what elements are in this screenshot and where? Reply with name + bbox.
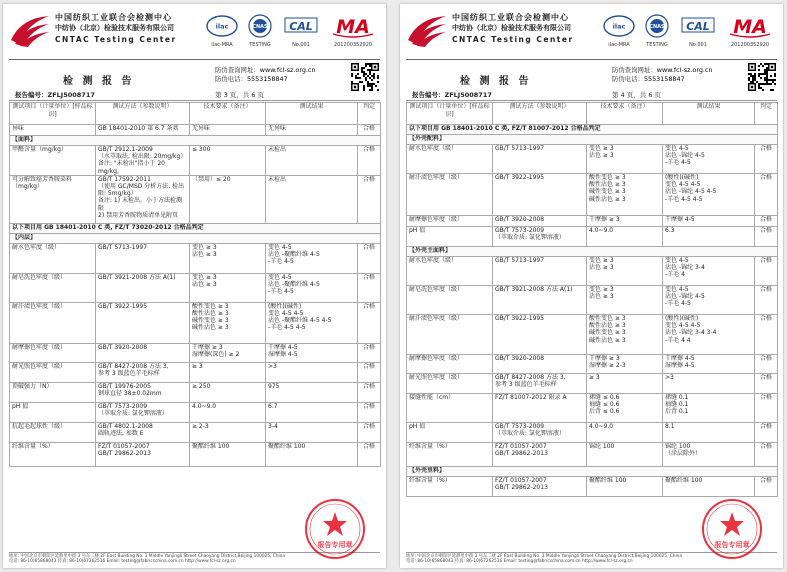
cma-number: 201200352920: [333, 42, 373, 48]
svg-text:CNAS: CNAS: [649, 24, 665, 30]
cell-requirement: ≥ 250: [190, 382, 266, 402]
cell-test-method: GB/T 7573-2009 （萃取介质: 氯化钾溶液）: [493, 227, 587, 247]
cell-requirement: 变色 ≥ 3 沾色 ≥ 3: [587, 286, 663, 315]
cell-test-method: GB/T 5713-1997: [493, 257, 587, 286]
table-row: [10, 273, 381, 302]
table-row: [10, 243, 381, 273]
cell-requirement: 4.0~9.0: [587, 423, 663, 443]
section-row: [407, 135, 778, 145]
cell-test-item: 耐摩擦色牢度（级）: [407, 216, 493, 227]
page-number: 第 4 页，共 6 页: [612, 91, 662, 99]
cnas-logo: [640, 14, 674, 46]
cell-requirement: 酸性变色 ≥ 3 酸性沾色 ≥ 3 碱性变色 ≥ 3 碱性沾色 ≥ 3: [587, 315, 663, 355]
cnas-sub-label: TESTING: [249, 42, 271, 48]
footer-address: 地址: 中国北京市朝阳区延静里中街 3 号东二楼 2F East Building No. 3 Middle Yanjingli Street Chaoyang District,Beijing 100025, China: [406, 553, 683, 559]
cell-result: 变色 4-5 沾色 -聚酯纤维 4-5 -羊毛 4-5: [266, 243, 358, 273]
report-number-label: 报告编号：: [412, 91, 445, 99]
section-row: [10, 223, 381, 233]
section-title: 以下项目用 GB 18401-2010 C 类, FZ/T 81007-2012 合格品判定: [407, 125, 778, 135]
report-page-right: [400, 4, 783, 568]
cntac-logo: [406, 10, 448, 48]
anti-fake-tel-label: 防伪电话：: [215, 75, 247, 83]
cell-test-item: 接缝性能（cm）: [407, 394, 493, 423]
column-header: 技术要求（备注）: [587, 103, 663, 125]
anti-fake-info: [612, 66, 713, 84]
header-divider: [406, 59, 777, 60]
cell-result: >3: [663, 374, 755, 394]
table-row: [407, 443, 778, 467]
cell-test-method: GB/T 3921-2008 方法 A(1): [493, 286, 587, 315]
header-divider: [9, 59, 380, 60]
footer-address: 地址: 中国北京市朝阳区延静里中街 3 号东二楼 2F East Building No. 3 Middle Yanjingli Street Chaoyang District,Beijing 100025, China: [9, 553, 286, 559]
cell-judgement: 合格: [358, 175, 381, 223]
table-row: [407, 286, 778, 315]
anti-fake-tel: 5553158847: [643, 75, 685, 83]
cell-requirement: 无异味: [190, 125, 266, 136]
cell-result: 干摩擦 4-5: [663, 216, 755, 227]
svg-text:MA: MA: [336, 16, 370, 38]
cell-test-item: 纤维含量（%）: [407, 443, 493, 467]
cell-test-item: pH 值: [407, 227, 493, 247]
report-page-left: [3, 4, 386, 568]
cell-test-item: 异味: [10, 125, 96, 136]
cell-test-method: GB 18401-2010 第 6.7 条款: [96, 125, 190, 136]
cell-test-item: 耐水色牢度（级）: [407, 257, 493, 286]
org-name-cn: 中国纺织工业联合会检测中心: [452, 13, 569, 22]
ilac-mra-logo: [602, 14, 636, 46]
cell-test-method: GB/T 8427-2008 方法 3, 参考 3 级蓝色羊毛标样: [96, 362, 190, 382]
cell-test-method: GB/T 17592-2011 （使用 GC/MSD 分析方法, 检出限: 5mg/kg） 备注: 1) 未检出，小于方法检测限 2) 禁用芳香胺物质清单见附页: [96, 175, 190, 223]
column-header: 测试项目（计量单位）[样品标识]: [10, 103, 96, 125]
column-header: 测试项目（计量单位）[样品标识]: [407, 103, 493, 125]
org-name-sub: 中纺协（北京）检验技术服务有限公司: [55, 24, 174, 32]
table-row: [407, 355, 778, 374]
cell-test-method: GB/T 3920-2008: [493, 216, 587, 227]
qr-code: [747, 62, 777, 92]
cal-logo: [281, 14, 321, 46]
cell-judgement: 合格: [358, 302, 381, 343]
cell-requirement: 聚酯纤维 100: [190, 442, 266, 466]
cell-judgement: 合格: [755, 443, 778, 467]
footer-contact: 电话: 86-10)65868043 传真: 86-10)67262516 Email: testing@fabricschina.com.cn http://www.fcl-sz.org.cn: [406, 559, 633, 565]
cell-test-item: 顶破强力（N）: [10, 382, 96, 402]
table-row: [407, 477, 778, 497]
cell-result: 6.3: [663, 227, 755, 247]
cell-result: 变色 4-5 沾色 -聚酯纤维 4-5 -羊毛 4-5: [266, 273, 358, 302]
cell-test-method: GB/T 7573-2009 （萃取介质: 氯化钾溶液）: [96, 402, 190, 422]
table-row: [10, 146, 381, 176]
results-table: [9, 102, 381, 467]
cell-result: 干摩擦 4-5 湿摩擦 4-5: [663, 355, 755, 374]
table-header-row: [407, 103, 778, 125]
cell-result: (酸性)(碱性) 变色 4-5 4-5 沾色 -锦纶 4-5 4-5 -羊毛 4-5 4-5: [663, 174, 755, 216]
section-title: 【外壳里料】: [407, 467, 778, 477]
cell-judgement: 合格: [358, 362, 381, 382]
cell-test-item: 耐汗渍色牢度（级）: [10, 302, 96, 343]
anti-fake-tel-line: [612, 75, 713, 84]
cell-judgement: 合格: [358, 243, 381, 273]
cell-test-item: 耐汗渍色牢度（级）: [407, 174, 493, 216]
table-row: [407, 423, 778, 443]
cell-test-method: GB/T 3921-2008 方法 A(1): [96, 273, 190, 302]
table-row: [10, 442, 381, 466]
cell-judgement: 合格: [755, 394, 778, 423]
report-number-value: ZFLJ5008717: [47, 91, 95, 99]
cell-requirement: ≤ 300: [190, 146, 266, 176]
column-header: 测试结果: [266, 103, 358, 125]
report-title: 检 测 报 告: [460, 76, 532, 87]
table-row: [407, 374, 778, 394]
report-number: [412, 90, 492, 99]
cell-judgement: 合格: [755, 355, 778, 374]
svg-text:ilac: ilac: [612, 22, 626, 31]
cell-requirement: 变色 ≥ 3 沾色 ≥ 3: [587, 257, 663, 286]
cell-judgement: 合格: [755, 477, 778, 497]
cell-test-method: GB/T 3920-2008: [96, 343, 190, 362]
cnas-logo: [243, 14, 277, 46]
cma-logo: [724, 14, 776, 46]
cell-judgement: 合格: [755, 227, 778, 247]
cell-test-item: 甲醛含量（mg/kg）: [10, 146, 96, 176]
cell-test-item: pH 值: [10, 402, 96, 422]
meta-divider: [406, 100, 777, 101]
cell-test-method: FZ/T 01057-2007 GB/T 29862-2013: [493, 443, 587, 467]
section-title: 【内层】: [10, 233, 381, 243]
table-row: [10, 302, 381, 343]
table-row: [10, 125, 381, 136]
cell-judgement: 合格: [358, 402, 381, 422]
cell-result: 变色 4-5 沾色 -锦纶 3-4 -羊毛 4: [663, 257, 755, 286]
cell-test-method: GB/T 19976-2005 钢球直径 38±0.02mm: [96, 382, 190, 402]
svg-text:报告专用章: 报告专用章: [317, 541, 353, 549]
anti-fake-url-line: [612, 66, 713, 75]
svg-text:CAL: CAL: [686, 20, 710, 33]
cell-test-item: 耐光照色牢度（级）: [407, 374, 493, 394]
cell-requirement: ≥ 3: [190, 362, 266, 382]
footer-contact: 电话: 86-10)65868043 传真: 86-10)67262516 Email: testing@fabricschina.com.cn http://www.fcl-sz.org.cn: [9, 559, 236, 565]
cell-judgement: 合格: [755, 315, 778, 355]
cell-result: 8.1: [663, 423, 755, 443]
cell-judgement: 合格: [358, 273, 381, 302]
cma-number: 201200352920: [730, 42, 770, 48]
anti-fake-tel-line: [215, 75, 316, 84]
table-row: [407, 227, 778, 247]
cell-requirement: 聚酯纤维 100: [587, 477, 663, 497]
table-row: [10, 343, 381, 362]
column-header: 测试方法（参数说明）: [96, 103, 190, 125]
meta-divider: [9, 100, 380, 101]
column-header: 判定: [755, 103, 778, 125]
qr-code: [350, 62, 380, 92]
org-name-cn: 中国纺织工业联合会检测中心: [55, 13, 172, 22]
cell-judgement: 合格: [755, 374, 778, 394]
column-header: 测试方法（参数说明）: [493, 103, 587, 125]
column-header: 判定: [358, 103, 381, 125]
official-seal-stamp: [701, 498, 763, 560]
cell-result: (酸性)(碱性) 变色 4-5 4-5 沾色 -锦纶 3-4 3-4 -羊毛 4 4: [663, 315, 755, 355]
table-row: [407, 174, 778, 216]
cell-test-item: pH 值: [407, 423, 493, 443]
table-header-row: [10, 103, 381, 125]
cell-requirement: 酸性变色 ≥ 3 酸性沾色 ≥ 3 碱性变色 ≥ 3 碱性沾色 ≥ 3: [190, 302, 266, 343]
report-header: [9, 6, 381, 56]
cal-number: No.001: [292, 42, 310, 48]
org-name-sub: 中纺协（北京）检验技术服务有限公司: [452, 24, 571, 32]
cell-result: 975: [266, 382, 358, 402]
cell-judgement: 合格: [755, 174, 778, 216]
cell-result: 3-4: [266, 422, 358, 442]
cell-test-method: GB/T 3920-2008: [493, 355, 587, 374]
cell-test-method: GB/T 2912.1-2009 （水萃取法, 检出限: 20mg/kg） 备注: "未检出"指小于 20 mg/kg。: [96, 146, 190, 176]
cntac-logo: [9, 10, 51, 48]
section-title: 【外壳配料】: [407, 135, 778, 145]
table-row: [10, 402, 381, 422]
cell-test-method: GB/T 3922-1995: [493, 315, 587, 355]
cell-test-item: 耐摩擦色牢度（级）: [10, 343, 96, 362]
report-header: [406, 6, 778, 56]
cell-judgement: 合格: [358, 125, 381, 136]
cell-judgement: 合格: [755, 216, 778, 227]
cell-requirement: 酸性变色 ≥ 3 酸性沾色 ≥ 3 碱性变色 ≥ 3 碱性沾色 ≥ 3: [587, 174, 663, 216]
anti-fake-url-line: [215, 66, 316, 75]
cell-test-item: 耐光照色牢度（级）: [10, 362, 96, 382]
cal-number: No.001: [689, 42, 707, 48]
cell-test-item: 耐皂洗色牢度（级）: [407, 286, 493, 315]
official-seal-stamp: [304, 498, 366, 560]
cell-test-item: 耐水色牢度（级）: [407, 145, 493, 174]
cell-result: 裙缝 0.1 袖缝 0.1 后背 0.1: [663, 394, 755, 423]
svg-text:CAL: CAL: [289, 20, 313, 33]
svg-text:报告专用章: 报告专用章: [714, 541, 750, 549]
cell-test-method: GB/T 3922-1995: [96, 302, 190, 343]
ilac-mra-logo: [205, 14, 239, 46]
section-row: [10, 136, 381, 146]
cell-judgement: 合格: [755, 145, 778, 174]
table-row: [407, 145, 778, 174]
cell-judgement: 合格: [358, 382, 381, 402]
cell-test-item: 纤维含量（%）: [407, 477, 493, 497]
report-number-label: 报告编号：: [15, 91, 48, 99]
svg-text:ilac: ilac: [215, 22, 229, 31]
section-row: [407, 467, 778, 477]
table-row: [10, 382, 381, 402]
cell-requirement: 变色 ≥ 3 沾色 ≥ 3: [587, 145, 663, 174]
results-table: [406, 102, 778, 497]
cell-result: 无异味: [266, 125, 358, 136]
cell-judgement: 合格: [755, 286, 778, 315]
cell-requirement: 变色 ≥ 3 沾色 ≥ 3: [190, 243, 266, 273]
cell-test-item: 抗起毛起球性（级）: [10, 422, 96, 442]
cell-test-method: GB/T 4802.1-2008 圆轨迹法, 参数 E: [96, 422, 190, 442]
table-row: [407, 394, 778, 423]
report-title: 检 测 报 告: [63, 76, 135, 87]
cell-result: 聚酯纤维 100: [663, 477, 755, 497]
cell-result: 聚酯纤维 100: [266, 442, 358, 466]
cell-test-method: GB/T 5713-1997: [96, 243, 190, 273]
cell-test-item: 纤维含量（%）: [10, 442, 96, 466]
cell-judgement: 合格: [755, 423, 778, 443]
cell-test-method: GB/T 5713-1997: [493, 145, 587, 174]
anti-fake-url[interactable]: www.fcl-sz.org.cn: [259, 66, 316, 74]
table-row: [407, 216, 778, 227]
cell-test-method: FZ/T 01057-2007 GB/T 29862-2013: [493, 477, 587, 497]
section-title: 【外壳主面料】: [407, 247, 778, 257]
cell-requirement: 变色 ≥ 3 沾色 ≥ 3: [190, 273, 266, 302]
section-row: [407, 247, 778, 257]
cell-test-method: GB/T 3922-1995: [493, 174, 587, 216]
cal-logo: [678, 14, 718, 46]
svg-text:MA: MA: [733, 16, 767, 38]
cell-requirement: 干摩擦 ≥ 3: [587, 216, 663, 227]
cell-test-item: 耐摩擦色牢度（级）: [407, 355, 493, 374]
cell-test-item: 耐汗渍色牢度（级）: [407, 315, 493, 355]
cell-test-method: FZ/T 01057-2007 GB/T 29862-2013: [96, 442, 190, 466]
cell-result: 干摩擦 4-5 湿摩擦 4-5: [266, 343, 358, 362]
cell-result: 6.7: [266, 402, 358, 422]
cell-test-method: GB/T 8427-2008 方法 3, 参考 3 级蓝色羊毛标样: [493, 374, 587, 394]
cell-test-item: 耐皂洗色牢度（级）: [10, 273, 96, 302]
cell-requirement: ≥ 3: [587, 374, 663, 394]
cell-test-item: 耐水色牢度（级）: [10, 243, 96, 273]
cell-requirement: 干摩擦 ≥ 3 湿摩擦(深色) ≥ 2: [190, 343, 266, 362]
section-row: [10, 233, 381, 243]
table-row: [10, 422, 381, 442]
cell-requirement: ≥ 2-3: [190, 422, 266, 442]
cell-judgement: 合格: [755, 257, 778, 286]
cnas-sub-label: TESTING: [646, 42, 668, 48]
cma-logo: [327, 14, 379, 46]
anti-fake-url[interactable]: www.fcl-sz.org.cn: [656, 66, 713, 74]
cell-test-method: FZ/T 81007-2012 附录 A: [493, 394, 587, 423]
table-row: [10, 362, 381, 382]
cell-result: 锦纶 100 （涂层除外）: [663, 443, 755, 467]
column-header: 技术要求（备注）: [190, 103, 266, 125]
ilac-label: ilac-MRA: [211, 42, 233, 48]
cell-judgement: 合格: [358, 422, 381, 442]
table-row: [407, 257, 778, 286]
cell-requirement: 4.0~9.0: [587, 227, 663, 247]
table-row: [407, 315, 778, 355]
cell-judgement: 合格: [358, 343, 381, 362]
cell-test-method: GB/T 7573-2009 （萃取介质: 氯化钾溶液）: [493, 423, 587, 443]
cell-judgement: 合格: [358, 146, 381, 176]
anti-fake-tel-label: 防伪电话：: [612, 75, 644, 83]
cell-result: (酸性)(碱性) 变色 4-5 4-5 沾色 -聚酯纤维 4-5 4-5 -羊毛 4-5 4-5: [266, 302, 358, 343]
cell-result: 变色 4-5 沾色 -锦纶 4-5 -羊毛 4-5: [663, 286, 755, 315]
organization-name: [55, 12, 177, 45]
anti-fake-url-label: 防伪查询网址：: [612, 66, 657, 74]
org-name-en: CNTAC Testing Center: [452, 35, 574, 44]
org-name-en: CNTAC Testing Center: [55, 35, 177, 44]
section-row: [407, 125, 778, 135]
cell-requirement: 4.0~9.0: [190, 402, 266, 422]
anti-fake-tel: 5553158847: [246, 75, 288, 83]
page-number: 第 3 页，共 6 页: [215, 91, 265, 99]
cell-result: 未检出: [266, 146, 358, 176]
section-title: 以下项目用 GB 18401-2010 C 类, FZ/T 73020-2012 合格品判定: [10, 223, 381, 233]
cell-test-item: 可分解致癌芳香胺染料（mg/kg）: [10, 175, 96, 223]
cell-result: 未检出: [266, 175, 358, 223]
organization-name: [452, 12, 574, 45]
cell-requirement: （禁用）≤ 20: [190, 175, 266, 223]
anti-fake-url-label: 防伪查询网址：: [215, 66, 260, 74]
cell-requirement: 锦纶 100: [587, 443, 663, 467]
column-header: 测试结果: [663, 103, 755, 125]
section-title: 【面料】: [10, 136, 381, 146]
report-number-value: ZFLJ5008717: [444, 91, 492, 99]
cell-requirement: 裙缝 ≤ 0.6 袖缝 ≤ 0.6 后背 ≤ 0.6: [587, 394, 663, 423]
cell-result: 变色 4-5 沾色 -锦纶 4-5 -羊毛 4-5: [663, 145, 755, 174]
cell-judgement: 合格: [358, 442, 381, 466]
svg-text:CNAS: CNAS: [252, 24, 268, 30]
report-number: [15, 90, 95, 99]
cell-requirement: 干摩擦 ≥ 3 湿摩擦 ≥ 2-3: [587, 355, 663, 374]
ilac-label: ilac-MRA: [608, 42, 630, 48]
table-row: [10, 175, 381, 223]
anti-fake-info: [215, 66, 316, 84]
cell-result: >3: [266, 362, 358, 382]
